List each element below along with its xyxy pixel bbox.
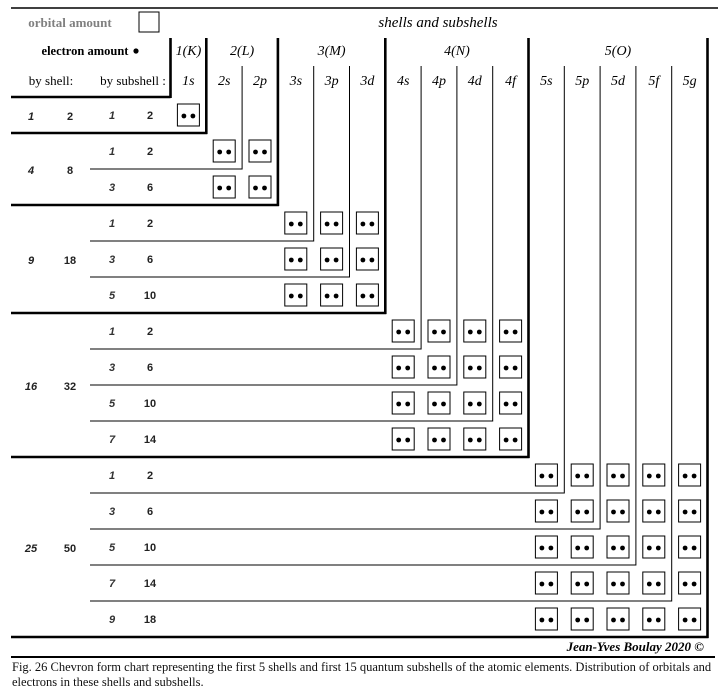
electron-dot-icon [647,582,652,587]
subshell-orbital-count: 1 [108,110,116,122]
subshell-header: 5d [611,74,625,89]
subshell-header: 5s [540,74,553,89]
subshell-chevron [90,66,314,241]
electron-dot-icon [683,582,688,587]
electron-dot-icon [549,474,554,479]
electron-dot-icon [620,546,625,551]
subshell-electron-count: 18 [143,614,157,626]
shell-header: 1(K) [175,44,202,59]
orbital-box [285,212,307,234]
orbital-square [428,320,450,342]
orbital-box [679,536,701,558]
subshell-electron-count: 6 [146,506,154,518]
electron-dot-icon [575,546,580,551]
column-headers [176,44,697,89]
electron-dot-icon [540,582,545,587]
electron-dot-icon [656,510,661,515]
electron-dot-icon [289,222,294,227]
electron-dot-icon [683,546,688,551]
orbital-box [607,500,629,522]
subshell-orbital-count: 1 [108,470,116,482]
electron-dot-icon [477,402,482,407]
shell-electron-count: 8 [66,165,74,177]
orbital-square [249,140,271,162]
orbital-box [679,572,701,594]
orbital-square [535,464,557,486]
electron-dot-icon [289,294,294,299]
shell-electron-count: 2 [66,111,74,123]
orbital-box [571,572,593,594]
electron-dot-icon [468,330,473,335]
electron-dot-icon [432,402,437,407]
electron-dot-icon [432,366,437,371]
electron-dot-icon [647,510,652,515]
orbital-square [679,572,701,594]
figure-caption: Fig. 26 Chevron form chart representing the first 5 shells and first 15 quantum subshells of the atomic elements. Distribution of orbitals and electrons in these shells and subshells. [12,660,712,689]
electron-dot-icon [620,474,625,479]
orbital-box [464,320,486,342]
electron-dot-icon [656,474,661,479]
row-labels [24,110,157,626]
subshell-header: 1s [182,74,195,89]
electron-dot-icon [611,474,616,479]
subshell-electron-count: 6 [146,362,154,374]
electron-dot-icon [656,618,661,623]
electron-dot-icon [504,330,509,335]
orbital-square [643,536,665,558]
subshell-electron-count: 2 [146,146,154,158]
orbital-square [428,428,450,450]
electron-dot-icon [549,546,554,551]
chart-title: shells and subshells [378,15,498,31]
orbital-legend-box [139,12,159,32]
electron-dot-icon [441,366,446,371]
electron-dot-icon [620,582,625,587]
electron-dot-icon [575,510,580,515]
shell-electron-count: 50 [63,543,77,555]
subshell-header: 5g [682,74,697,89]
subshell-electron-count: 6 [146,182,154,194]
electron-dot-icon [477,366,482,371]
orbital-square [607,500,629,522]
subshell-orbital-count: 3 [108,254,116,266]
subshell-chevron [90,66,421,349]
shell-orbital-count: 16 [24,381,38,393]
electron-dot-icon [396,330,401,335]
orbital-box [464,392,486,414]
orbital-box [679,500,701,522]
electron-dot-icon [611,618,616,623]
orbital-square [500,392,522,414]
electron-dot-icon [620,618,625,623]
orbital-box [285,284,307,306]
orbital-square [643,464,665,486]
electron-dot-icon [396,402,401,407]
subshell-electron-count: 10 [143,398,157,410]
subshell-electron-count: 10 [143,542,157,554]
electron-dot-icon [262,186,267,191]
electron-dot-icon [692,510,697,515]
electron-dot-icon [191,114,196,119]
orbital-square [285,284,307,306]
orbital-square [285,212,307,234]
electron-dot-icon [298,258,303,263]
orbital-square [500,428,522,450]
subshell-electron-count: 14 [143,578,157,590]
electron-dot-icon [298,222,303,227]
orbital-box [213,176,235,198]
subshell-header: 5f [648,74,660,89]
orbital-square [428,356,450,378]
orbital-box [285,248,307,270]
electron-dot-icon [432,438,437,443]
orbital-box [571,500,593,522]
electron-dot-icon [468,402,473,407]
electron-dot-icon [647,618,652,623]
orbital-box [535,464,557,486]
shell-header: 2(L) [230,44,255,59]
shell-header: 5(O) [604,44,632,59]
subshell-electron-count: 14 [143,434,157,446]
shell-electron-count: 18 [63,255,77,267]
orbital-square [213,140,235,162]
orbital-box [643,608,665,630]
orbital-square [213,176,235,198]
orbital-square [535,536,557,558]
subshell-header: 4p [432,74,446,89]
electron-dot-icon [575,618,580,623]
orbital-square [535,572,557,594]
electron-dot-icon [584,546,589,551]
orbital-square [571,464,593,486]
orbital-box [249,176,271,198]
orbital-box [643,464,665,486]
shell-orbital-count: 1 [27,111,35,123]
electron-dot-icon [217,150,222,155]
electron-dot-icon [298,294,303,299]
electron-dot-icon [441,438,446,443]
electron-dot-icon [262,150,267,155]
electron-dot-icon [441,402,446,407]
orbital-square [679,608,701,630]
subshell-header: 2s [217,74,231,89]
electron-dot-icon [468,366,473,371]
orbital-box [500,392,522,414]
orbital-box [321,248,343,270]
electron-dot-icon [584,582,589,587]
orbital-box [679,464,701,486]
electron-dot-icon [226,186,231,191]
subshell-orbital-count: 7 [108,578,116,590]
caption-divider [11,656,715,658]
orbital-box [428,320,450,342]
orbital-square [679,536,701,558]
electron-dot-icon [182,114,187,119]
orbital-box [356,248,378,270]
orbital-box [356,284,378,306]
orbital-box [535,572,557,594]
shell-orbital-count: 25 [24,543,38,555]
orbital-box [607,608,629,630]
subshell-header: 2p [253,74,267,89]
subshell-header: 4d [467,74,482,89]
orbital-square [535,500,557,522]
subshell-orbital-count: 3 [108,182,116,194]
orbital-box [643,572,665,594]
orbital-box [607,464,629,486]
electron-dot-icon [692,546,697,551]
subshell-electron-count: 2 [146,218,154,230]
subshell-header: 3s [289,74,303,89]
orbital-box [643,536,665,558]
orbital-box [428,356,450,378]
orbital-square [356,212,378,234]
electron-dot-icon [692,618,697,623]
orbital-square [643,572,665,594]
subshell-orbital-count: 7 [108,434,116,446]
orbital-box [464,428,486,450]
subshell-orbital-count: 5 [108,398,116,410]
subshell-electron-count: 6 [146,254,154,266]
orbital-square [464,428,486,450]
orbital-box [607,572,629,594]
electron-dot-icon [611,582,616,587]
orbital-square [571,536,593,558]
electron-dot-icon [253,186,258,191]
electron-dot-icon [325,258,330,263]
orbital-box [571,536,593,558]
electron-dot-icon [504,366,509,371]
orbital-box [500,320,522,342]
electron-dot-icon [513,402,518,407]
electron-dot-icon [253,150,258,155]
electron-dot-icon [477,438,482,443]
orbital-box [213,140,235,162]
electron-dot-icon [370,294,375,299]
shell-electron-count: 32 [63,381,77,393]
electron-dot-icon [405,402,410,407]
orbital-square [392,428,414,450]
legend [28,12,166,88]
orbital-box [500,356,522,378]
electron-dot-icon [370,222,375,227]
orbital-square [392,356,414,378]
electron-dot-icon [575,582,580,587]
subshell-electron-count: 2 [146,110,154,122]
subshell-electron-count: 10 [143,290,157,302]
by-shell-label: by shell: [28,73,74,88]
electron-dot-icon [361,222,366,227]
electron-dot-icon [432,330,437,335]
subshell-header: 3d [360,74,375,89]
electron-dot-icon [468,438,473,443]
shell-orbital-count: 4 [27,165,35,177]
orbital-square [571,500,593,522]
electron-dot-icon [656,582,661,587]
subshell-orbital-count: 3 [108,362,116,374]
electron-dot-icon [656,546,661,551]
subshell-header: 5p [575,74,590,89]
orbital-box [679,608,701,630]
orbital-square [285,248,307,270]
orbital-square [356,248,378,270]
electron-amount-label: electron amount [41,44,129,58]
electron-dot-icon [647,474,652,479]
orbital-square [321,212,343,234]
orbital-square [464,392,486,414]
orbital-square [428,392,450,414]
orbital-square [607,608,629,630]
orbital-square [464,320,486,342]
orbital-square [679,464,701,486]
orbital-box [428,428,450,450]
subshell-chevron [90,66,600,529]
orbital-box [356,212,378,234]
electron-dot-icon [540,546,545,551]
electron-dot-icon [334,258,339,263]
orbital-box [392,428,414,450]
subshell-orbital-count: 1 [108,326,116,338]
orbital-square [607,464,629,486]
subshell-orbital-count: 9 [108,614,116,626]
electron-dot-icon [133,48,138,53]
electron-dot-icon [647,546,652,551]
orbital-box [571,608,593,630]
electron-dot-icon [334,222,339,227]
electron-dot-icon [584,510,589,515]
orbital-square [464,356,486,378]
electron-dot-icon [361,294,366,299]
orbital-box [392,320,414,342]
orbital-square [392,392,414,414]
orbital-square [177,104,199,126]
orbital-box [249,140,271,162]
electron-dot-icon [540,618,545,623]
by-subshell-label: by subshell : [100,73,166,88]
electron-dot-icon [611,510,616,515]
orbital-box [535,536,557,558]
orbital-square [679,500,701,522]
electron-dot-icon [405,330,410,335]
electron-dot-icon [370,258,375,263]
orbital-square [249,176,271,198]
orbital-square [571,608,593,630]
electron-dot-icon [396,438,401,443]
electron-dot-icon [584,618,589,623]
subshell-orbital-count: 5 [108,290,116,302]
orbital-box [392,392,414,414]
electron-dot-icon [477,330,482,335]
electron-dot-icon [692,474,697,479]
subshell-header: 4s [396,74,410,89]
orbital-square [607,536,629,558]
subshell-orbital-count: 1 [108,146,116,158]
author-credit: Jean-Yves Boulay 2020 © [566,639,704,654]
orbital-box [643,500,665,522]
subshell-chevron [90,66,636,565]
electron-dot-icon [683,618,688,623]
orbital-box [321,284,343,306]
electron-dot-icon [405,438,410,443]
electron-dot-icon [549,510,554,515]
orbital-amount-label: orbital amount [28,15,112,30]
subshell-header: 4f [505,74,517,89]
electron-dot-icon [217,186,222,191]
electron-dot-icon [361,258,366,263]
subshell-orbital-count: 1 [108,218,116,230]
electron-dot-icon [396,366,401,371]
orbital-boxes [177,104,700,630]
orbital-square [321,248,343,270]
electron-dot-icon [325,294,330,299]
orbital-box [177,104,199,126]
electron-dot-icon [441,330,446,335]
electron-dot-icon [513,330,518,335]
electron-dot-icon [584,474,589,479]
electron-dot-icon [513,438,518,443]
electron-dot-icon [620,510,625,515]
orbital-square [643,500,665,522]
electron-dot-icon [611,546,616,551]
orbital-box [500,428,522,450]
orbital-square [356,284,378,306]
subshell-electron-count: 2 [146,470,154,482]
orbital-square [607,572,629,594]
electron-dot-icon [504,438,509,443]
orbital-square [392,320,414,342]
electron-dot-icon [513,366,518,371]
electron-dot-icon [540,510,545,515]
orbital-box [571,464,593,486]
orbital-box [392,356,414,378]
electron-dot-icon [683,510,688,515]
electron-dot-icon [334,294,339,299]
orbital-box [321,212,343,234]
orbital-square [535,608,557,630]
orbital-square [500,356,522,378]
electron-dot-icon [540,474,545,479]
orbital-box [428,392,450,414]
subshell-electron-count: 2 [146,326,154,338]
orbital-square [321,284,343,306]
shell-header: 4(N) [444,44,470,59]
subshell-orbital-count: 5 [108,542,116,554]
shell-header: 3(M) [317,44,346,59]
electron-dot-icon [289,258,294,263]
electron-dot-icon [325,222,330,227]
orbital-box [535,608,557,630]
subshell-header: 3p [324,74,339,89]
orbital-box [464,356,486,378]
subshell-orbital-count: 3 [108,506,116,518]
electron-dot-icon [405,366,410,371]
orbital-square [571,572,593,594]
orbital-square [500,320,522,342]
orbital-box [535,500,557,522]
electron-dot-icon [226,150,231,155]
orbital-box [607,536,629,558]
electron-dot-icon [549,618,554,623]
electron-dot-icon [692,582,697,587]
electron-dot-icon [683,474,688,479]
electron-dot-icon [549,582,554,587]
electron-dot-icon [575,474,580,479]
shell-orbital-count: 9 [27,255,35,267]
electron-dot-icon [504,402,509,407]
orbital-square [643,608,665,630]
